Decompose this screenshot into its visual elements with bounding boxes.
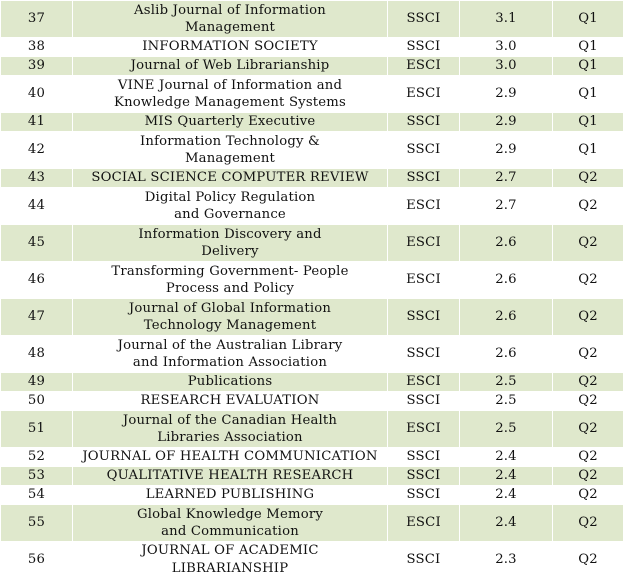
journal-title-cell bbox=[73, 113, 388, 132]
impact-factor-cell: 3.0 bbox=[460, 38, 553, 57]
journal-title-line: Journal of Web Librarianship bbox=[81, 57, 379, 75]
journal-title-line: Transforming Government- People bbox=[81, 263, 379, 281]
journal-title-line: MIS Quarterly Executive bbox=[81, 113, 379, 131]
quartile-cell: Q2 bbox=[553, 505, 623, 542]
journal-title-line: JOURNAL OF ACADEMIC LIBRARIANSHIP bbox=[81, 542, 379, 577]
rank-cell: 38 bbox=[1, 38, 73, 57]
journal-title-line: and Communication bbox=[81, 523, 379, 541]
index-cell: SSCI bbox=[388, 1, 460, 38]
index-cell: SSCI bbox=[388, 467, 460, 486]
rank-cell: 52 bbox=[1, 448, 73, 467]
journal-title-line: Knowledge Management Systems bbox=[81, 94, 379, 112]
table-row bbox=[1, 76, 623, 113]
index-cell: SSCI bbox=[388, 486, 460, 505]
rank-cell: 37 bbox=[1, 1, 73, 38]
quartile-cell: Q1 bbox=[553, 132, 623, 169]
impact-factor-cell: 2.4 bbox=[460, 467, 553, 486]
journal-title-line: Digital Policy Regulation bbox=[81, 189, 379, 207]
journal-title-cell bbox=[73, 448, 388, 467]
journal-title-line: Process and Policy bbox=[81, 280, 379, 298]
table-row bbox=[1, 1, 623, 38]
journal-title-line: Aslib Journal of Information bbox=[81, 2, 379, 20]
rank-cell: 40 bbox=[1, 76, 73, 113]
journal-title-line: Management bbox=[81, 150, 379, 168]
impact-factor-cell: 3.0 bbox=[460, 57, 553, 76]
journal-title-line: QUALITATIVE HEALTH RESEARCH bbox=[81, 467, 379, 485]
rank-cell: 41 bbox=[1, 113, 73, 132]
rank-cell: 47 bbox=[1, 299, 73, 336]
quartile-cell: Q1 bbox=[553, 1, 623, 38]
table-row bbox=[1, 188, 623, 225]
impact-factor-cell: 2.7 bbox=[460, 188, 553, 225]
journal-title-cell bbox=[73, 392, 388, 411]
journal-title-cell bbox=[73, 188, 388, 225]
table-row bbox=[1, 448, 623, 467]
journal-title-line: JOURNAL OF HEALTH COMMUNICATION bbox=[81, 448, 379, 466]
journal-title-line: Information Discovery and bbox=[81, 226, 379, 244]
quartile-cell: Q1 bbox=[553, 113, 623, 132]
quartile-cell: Q2 bbox=[553, 188, 623, 225]
journal-title-cell bbox=[73, 336, 388, 373]
rank-cell: 42 bbox=[1, 132, 73, 169]
rank-cell: 53 bbox=[1, 467, 73, 486]
journal-title-line: RESEARCH EVALUATION bbox=[81, 392, 379, 410]
journal-title-line: LEARNED PUBLISHING bbox=[81, 486, 379, 504]
impact-factor-cell: 2.3 bbox=[460, 542, 553, 578]
quartile-cell: Q2 bbox=[553, 467, 623, 486]
impact-factor-cell: 2.9 bbox=[460, 132, 553, 169]
index-cell: ESCI bbox=[388, 373, 460, 392]
journal-title-line: Delivery bbox=[81, 243, 379, 261]
table-row bbox=[1, 38, 623, 57]
journal-title-cell bbox=[73, 467, 388, 486]
table-row bbox=[1, 505, 623, 542]
impact-factor-cell: 2.6 bbox=[460, 299, 553, 336]
rank-cell: 50 bbox=[1, 392, 73, 411]
quartile-cell: Q2 bbox=[553, 262, 623, 299]
index-cell: ESCI bbox=[388, 76, 460, 113]
journal-title-line: and Information Association bbox=[81, 354, 379, 372]
rank-cell: 39 bbox=[1, 57, 73, 76]
table-row bbox=[1, 299, 623, 336]
journal-title-line: SOCIAL SCIENCE COMPUTER REVIEW bbox=[81, 169, 379, 187]
table-row bbox=[1, 336, 623, 373]
quartile-cell: Q1 bbox=[553, 57, 623, 76]
index-cell: ESCI bbox=[388, 505, 460, 542]
table-row bbox=[1, 225, 623, 262]
index-cell: SSCI bbox=[388, 113, 460, 132]
impact-factor-cell: 2.9 bbox=[460, 113, 553, 132]
impact-factor-cell: 2.4 bbox=[460, 505, 553, 542]
table-body bbox=[1, 1, 623, 578]
table-row bbox=[1, 392, 623, 411]
journal-title-line: VINE Journal of Information and bbox=[81, 77, 379, 95]
journal-title-cell bbox=[73, 169, 388, 188]
journal-title-cell bbox=[73, 38, 388, 57]
quartile-cell: Q2 bbox=[553, 411, 623, 448]
journal-title-line: and Governance bbox=[81, 206, 379, 224]
journal-title-cell bbox=[73, 262, 388, 299]
index-cell: ESCI bbox=[388, 225, 460, 262]
rank-cell: 45 bbox=[1, 225, 73, 262]
table-row bbox=[1, 411, 623, 448]
journal-title-line: Journal of the Canadian Health bbox=[81, 412, 379, 430]
impact-factor-cell: 2.7 bbox=[460, 169, 553, 188]
journal-title-cell bbox=[73, 505, 388, 542]
index-cell: SSCI bbox=[388, 392, 460, 411]
journal-title-cell bbox=[73, 373, 388, 392]
quartile-cell: Q2 bbox=[553, 448, 623, 467]
index-cell: SSCI bbox=[388, 169, 460, 188]
journal-title-line: Global Knowledge Memory bbox=[81, 506, 379, 524]
rank-cell: 46 bbox=[1, 262, 73, 299]
rank-cell: 55 bbox=[1, 505, 73, 542]
journal-title-line: Technology Management bbox=[81, 317, 379, 335]
table-row bbox=[1, 373, 623, 392]
index-cell: SSCI bbox=[388, 38, 460, 57]
table-row bbox=[1, 486, 623, 505]
rank-cell: 51 bbox=[1, 411, 73, 448]
quartile-cell: Q2 bbox=[553, 373, 623, 392]
table-row bbox=[1, 262, 623, 299]
journal-title-cell bbox=[73, 76, 388, 113]
quartile-cell: Q2 bbox=[553, 169, 623, 188]
impact-factor-cell: 2.9 bbox=[460, 76, 553, 113]
rank-cell: 43 bbox=[1, 169, 73, 188]
journal-title-cell bbox=[73, 225, 388, 262]
impact-factor-cell: 3.1 bbox=[460, 1, 553, 38]
rank-cell: 56 bbox=[1, 542, 73, 578]
impact-factor-cell: 2.5 bbox=[460, 411, 553, 448]
quartile-cell: Q2 bbox=[553, 392, 623, 411]
table-row bbox=[1, 169, 623, 188]
impact-factor-cell: 2.5 bbox=[460, 373, 553, 392]
quartile-cell: Q2 bbox=[553, 336, 623, 373]
table-row bbox=[1, 132, 623, 169]
journal-title-line: Journal of Global Information bbox=[81, 300, 379, 318]
index-cell: ESCI bbox=[388, 57, 460, 76]
journal-title-line: Journal of the Australian Library bbox=[81, 337, 379, 355]
journal-title-cell bbox=[73, 411, 388, 448]
journal-title-line: Management bbox=[81, 19, 379, 37]
journal-title-cell bbox=[73, 486, 388, 505]
impact-factor-cell: 2.4 bbox=[460, 448, 553, 467]
quartile-cell: Q1 bbox=[553, 38, 623, 57]
table-row bbox=[1, 467, 623, 486]
index-cell: SSCI bbox=[388, 299, 460, 336]
rank-cell: 48 bbox=[1, 336, 73, 373]
index-cell: ESCI bbox=[388, 411, 460, 448]
table-row bbox=[1, 113, 623, 132]
journal-title-cell bbox=[73, 132, 388, 169]
quartile-cell: Q2 bbox=[553, 542, 623, 578]
index-cell: SSCI bbox=[388, 132, 460, 169]
impact-factor-cell: 2.6 bbox=[460, 336, 553, 373]
quartile-cell: Q1 bbox=[553, 76, 623, 113]
quartile-cell: Q2 bbox=[553, 299, 623, 336]
rank-cell: 49 bbox=[1, 373, 73, 392]
rank-cell: 54 bbox=[1, 486, 73, 505]
index-cell: ESCI bbox=[388, 188, 460, 225]
journal-title-cell bbox=[73, 1, 388, 38]
impact-factor-cell: 2.6 bbox=[460, 262, 553, 299]
rank-cell: 44 bbox=[1, 188, 73, 225]
quartile-cell: Q2 bbox=[553, 225, 623, 262]
journal-title-line: Information Technology & bbox=[81, 133, 379, 151]
table-row bbox=[1, 57, 623, 76]
index-cell: SSCI bbox=[388, 336, 460, 373]
impact-factor-cell: 2.6 bbox=[460, 225, 553, 262]
index-cell: ESCI bbox=[388, 262, 460, 299]
journal-title-line: INFORMATION SOCIETY bbox=[81, 38, 379, 56]
impact-factor-cell: 2.4 bbox=[460, 486, 553, 505]
quartile-cell: Q2 bbox=[553, 486, 623, 505]
journal-title-line: Publications bbox=[81, 373, 379, 391]
index-cell: SSCI bbox=[388, 542, 460, 578]
index-cell: SSCI bbox=[388, 448, 460, 467]
journal-title-cell bbox=[73, 57, 388, 76]
impact-factor-cell: 2.5 bbox=[460, 392, 553, 411]
journal-title-cell bbox=[73, 299, 388, 336]
journal-title-line: Libraries Association bbox=[81, 429, 379, 447]
